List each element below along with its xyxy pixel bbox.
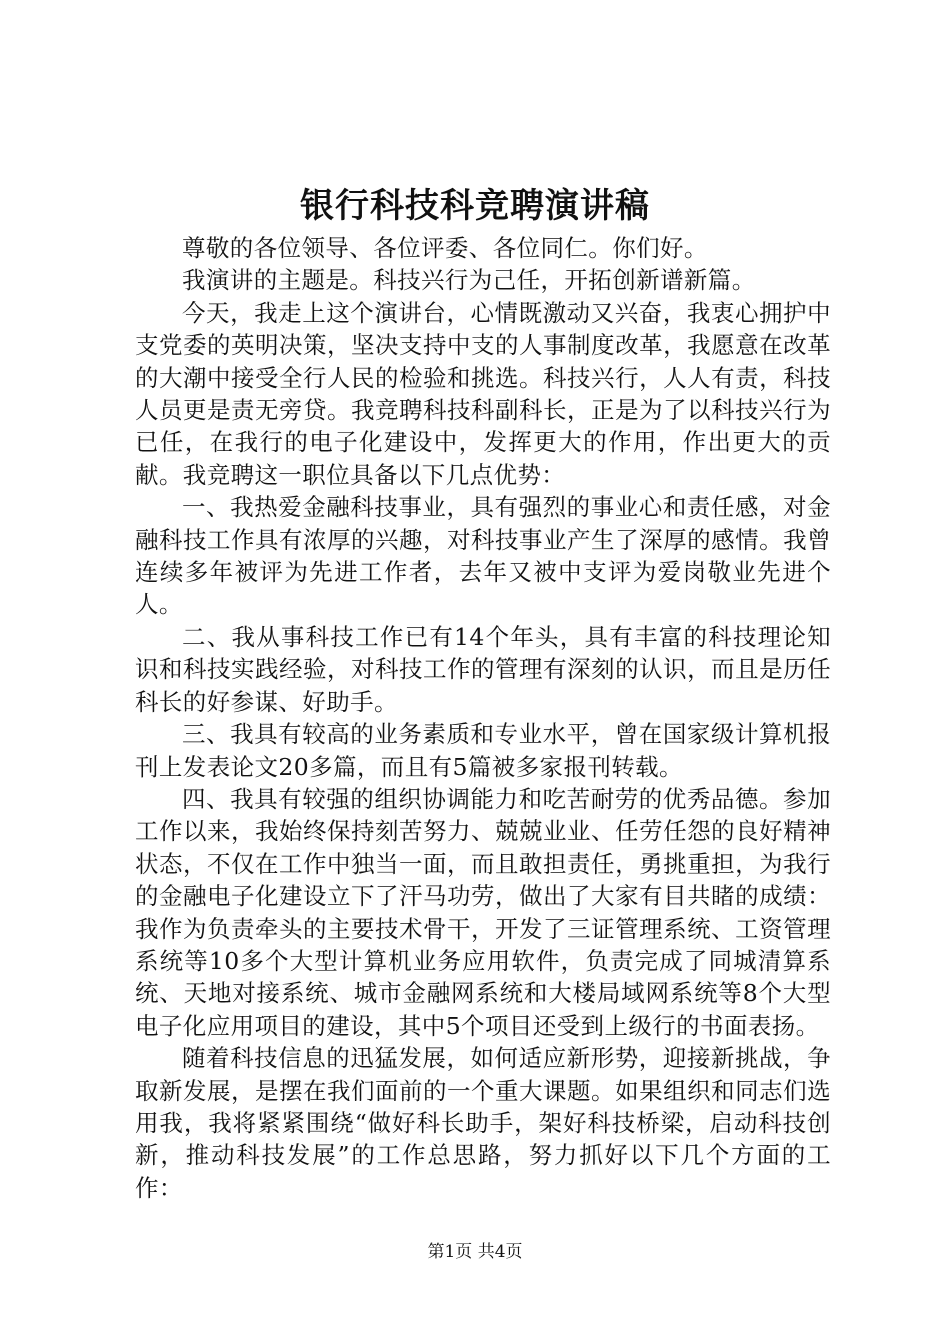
paragraph-theme: 我演讲的主题是。科技兴行为己任，开拓创新谱新篇。 bbox=[182, 266, 756, 295]
page-number-footer: 第1页 共4页 bbox=[427, 1242, 523, 1262]
document-title: 银行科技科竞聘演讲稿 bbox=[300, 186, 650, 226]
paragraph-intro: 今天，我走上这个演讲台，心情既激动又兴奋，我衷心拥护中支党委的英明决策，坚决支持中支的人事制度改革，我愿意在改革的大潮中接受全行人民的检验和挑选。科技兴行，人人有责，科技人员更是责无旁贷。我竞聘科技科副科长，正是为了以科技兴行为已任，在我行的电子化建设中，发挥更大的作用，作出更大的贡献。我竞聘这一职位具备以下几点优势： bbox=[135, 298, 831, 489]
paragraph-advantage-4: 四、我具有较强的组织协调能力和吃苦耐劳的优秀品德。参加工作以来，我始终保持刻苦努力、兢兢业业、任劳任怨的良好精神状态，不仅在工作中独当一面，而且敢担责任，勇挑重担，为我行的金融电子化建设立下了汗马功劳，做出了大家有目共睹的成绩：我作为负责牵头的主要技术骨干，开发了三证管理系统、工资管理系统等10多个大型计算机业务应用软件，负责完成了同城清算系统、天地对接系统、城市金融网系统和大楼局域网系统等8个大型电子化应用项目的建设，其中5个项目还受到上级行的书面表扬。 bbox=[135, 784, 831, 1040]
paragraph-advantage-2: 二、我从事科技工作已有14个年头，具有丰富的科技理论知识和科技实践经验，对科技工作的管理有深刻的认识，而且是历任科长的好参谋、好助手。 bbox=[135, 622, 831, 716]
paragraph-outlook: 随着科技信息的迅猛发展，如何适应新形势，迎接新挑战，争取新发展，是摆在我们面前的一个重大课题。如果组织和同志们选用我，我将紧紧围绕“做好科长助手，架好科技桥梁，启动科技创新，推动科技发展”的工作总思路，努力抓好以下几个方面的工作： bbox=[135, 1044, 831, 1202]
document-body bbox=[135, 232, 831, 1204]
paragraph-advantage-3: 三、我具有较高的业务素质和专业水平，曾在国家级计算机报刊上发表论文20多篇，而且有5篇被多家报刊转载。 bbox=[135, 720, 831, 781]
paragraph-advantage-1: 一、我热爱金融科技事业，具有强烈的事业心和责任感，对金融科技工作具有浓厚的兴趣，对科技事业产生了深厚的感情。我曾连续多年被评为先进工作者，去年又被中支评为爱岗敬业先进个人。 bbox=[135, 493, 831, 619]
paragraph-greeting: 尊敬的各位领导、各位评委、各位同仁。你们好。 bbox=[182, 234, 708, 262]
